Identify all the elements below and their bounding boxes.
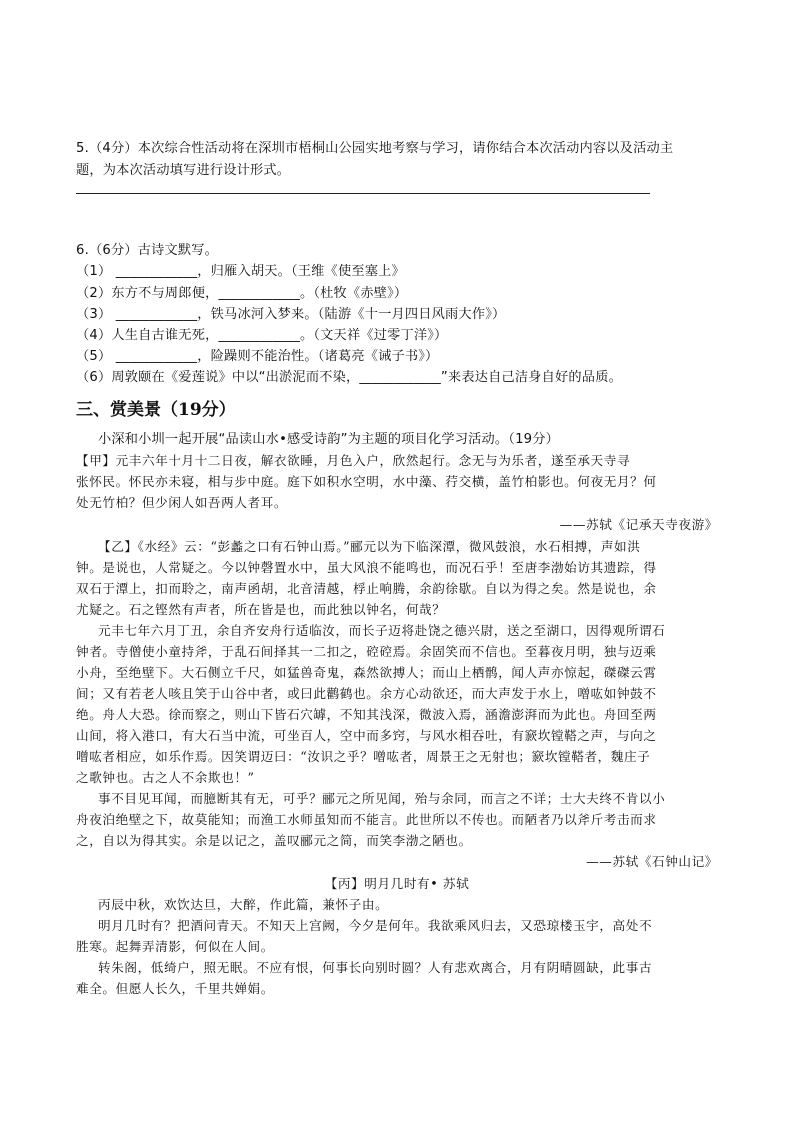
- jia-line-2: 张怀民。怀民亦未寝，相与步中庭。庭下如积水空明，水中藻、荇交横，盖竹柏影也。何夜无月？何: [76, 474, 657, 489]
- yi-line-1: 【乙】《水经》云：“彭蠡之口有石钟山焉。”郦元以为下临深潭，微风鼓浪，水石相搏，声如洪: [98, 539, 641, 554]
- yi-line-2: 钟。是说也，人常疑之。今以钟磬置水中，虽大风浪不能鸣也，而况石乎！至唐李渤始访其遗踪，得: [76, 560, 657, 575]
- bing-line-1: 丙辰中秋，欢饮达旦，大醉，作此篇，兼怀子由。: [98, 897, 389, 912]
- yi-line-10: 山间，将入港口，有大石当中流，可坐百人，空中而多窍，与风水相吞吐，有窾坎镗鞳之声，与向之: [76, 728, 657, 743]
- yi-line-8: 间；又有若老人咳且笑于山谷中者，或曰此鹳鹤也。余方心动欲还，而大声发于水上，噌吰如钟鼓不: [76, 686, 657, 701]
- yi-line-5: 元丰七年六月丁丑，余自齐安舟行适临汝，而长子迈将赴饶之德兴尉，送之至湖口，因得观所谓石: [98, 623, 666, 638]
- bing-line-4: 转朱阁，低绮户，照无眠。不应有恨，何事长向别时圆？人有悲欢离合，月有阴晴圆缺，此事古: [98, 960, 653, 975]
- answer-rule: [76, 193, 650, 194]
- bing-title: 【丙】明月几时有• 苏轼: [324, 876, 470, 891]
- yi-line-9: 绝。舟人大恐。徐而察之，则山下皆石穴罅，不知其浅深，微波入焉，涵澹澎湃而为此也。舟回至两: [76, 707, 657, 722]
- yi-line-14: 舟夜泊绝壁之下，故莫能知；而渔工水师虽知而不能言。此世所以不传也。而陋者乃以斧斤考击而求: [76, 812, 657, 827]
- yi-line-12: 之歌钟也。古之人不余欺也！”: [76, 770, 255, 785]
- jia-line-1: 【甲】元丰六年十月十二日夜，解衣欲睡，月色入户，欣然起行。念无与为乐者，遂至承天寺寻: [76, 453, 631, 468]
- section-heading: 三、赏美景（19分）: [76, 400, 236, 420]
- q6-item-5: （5） ____________，险躁则不能治性。（诸葛亮《诫子书》）: [76, 349, 439, 364]
- q6-item-1: （1） ____________，归雁入胡天。（王维《使至塞上》: [76, 264, 405, 279]
- yi-line-13: 事不目见耳闻，而臆断其有无，可乎？郦元之所见闻，殆与余同，而言之不详；士大夫终不肯以小: [98, 791, 666, 806]
- jia-source: ——苏轼《记承天寺夜游》: [559, 517, 718, 532]
- q6-item-4: （4）人生自古谁无死，____________。（文天祥《过零丁洋》）: [76, 328, 448, 343]
- yi-line-4: 尤疑之。石之铿然有声者，所在皆是也，而此独以钟名，何哉？: [76, 602, 446, 617]
- q6-item-6: （6）周敦颐在《爱莲说》中以“出淤泥而不染，____________”来表达自己洁身自好的品质。: [76, 370, 622, 385]
- yi-line-15: 之，自以为得其实。余是以记之，盖叹郦元之简，而笑李渤之陋也。: [76, 833, 472, 848]
- jia-line-3: 处无竹柏？但少闲人如吾两人者耳。: [76, 495, 288, 510]
- yi-line-7: 小舟，至绝壁下。大石侧立千尺，如猛兽奇鬼，森然欲搏人；而山上栖鹘，闻人声亦惊起，磔磔云霄: [76, 665, 657, 680]
- q6-item-3: （3） ____________，铁马冰河入梦来。（陆游《十一月四日风雨大作》）: [76, 307, 506, 322]
- yi-source: ——苏轼《石钟山记》: [586, 854, 718, 869]
- bing-line-5: 难全。但愿人长久，千里共婵娟。: [76, 981, 274, 996]
- section-intro: 小深和小圳一起开展“品读山水•感受诗韵”为主题的项目化学习活动。（19分）: [98, 432, 560, 447]
- q6-item-2: （2）东方不与周郎便，____________。（杜牧《赤壁》）: [76, 286, 408, 301]
- q5-line-2: 题，为本次活动填写进行设计形式。: [76, 163, 291, 178]
- yi-line-11: 噌吰者相应，如乐作焉。因笑谓迈曰：“汝识之乎？噌吰者，周景王之无射也；窾坎镗鞳者，魏庄子: [76, 749, 651, 764]
- yi-line-3: 双石于潭上，扣而聆之，南声函胡，北音清越，桴止响腾，余韵徐歇。自以为得之矣。然是说也，余: [76, 581, 657, 596]
- q6-title: 6.（6分）古诗文默写。: [76, 243, 219, 258]
- bing-line-3: 胜寒。起舞弄清影，何似在人间。: [76, 939, 274, 954]
- q5-line-1: 5.（4分）本次综合性活动将在深圳市梧桐山公园实地考察与学习，请你结合本次活动内容以及活动主: [76, 141, 674, 156]
- bing-line-2: 明月几时有？把酒问青天。不知天上宫阙，今夕是何年。我欲乘风归去，又恐琼楼玉宇，高处不: [98, 918, 653, 933]
- yi-line-6: 钟者。寺僧使小童持斧，于乱石间择其一二扣之，硿硿焉。余固笑而不信也。至暮夜月明，独与迈乘: [76, 644, 657, 659]
